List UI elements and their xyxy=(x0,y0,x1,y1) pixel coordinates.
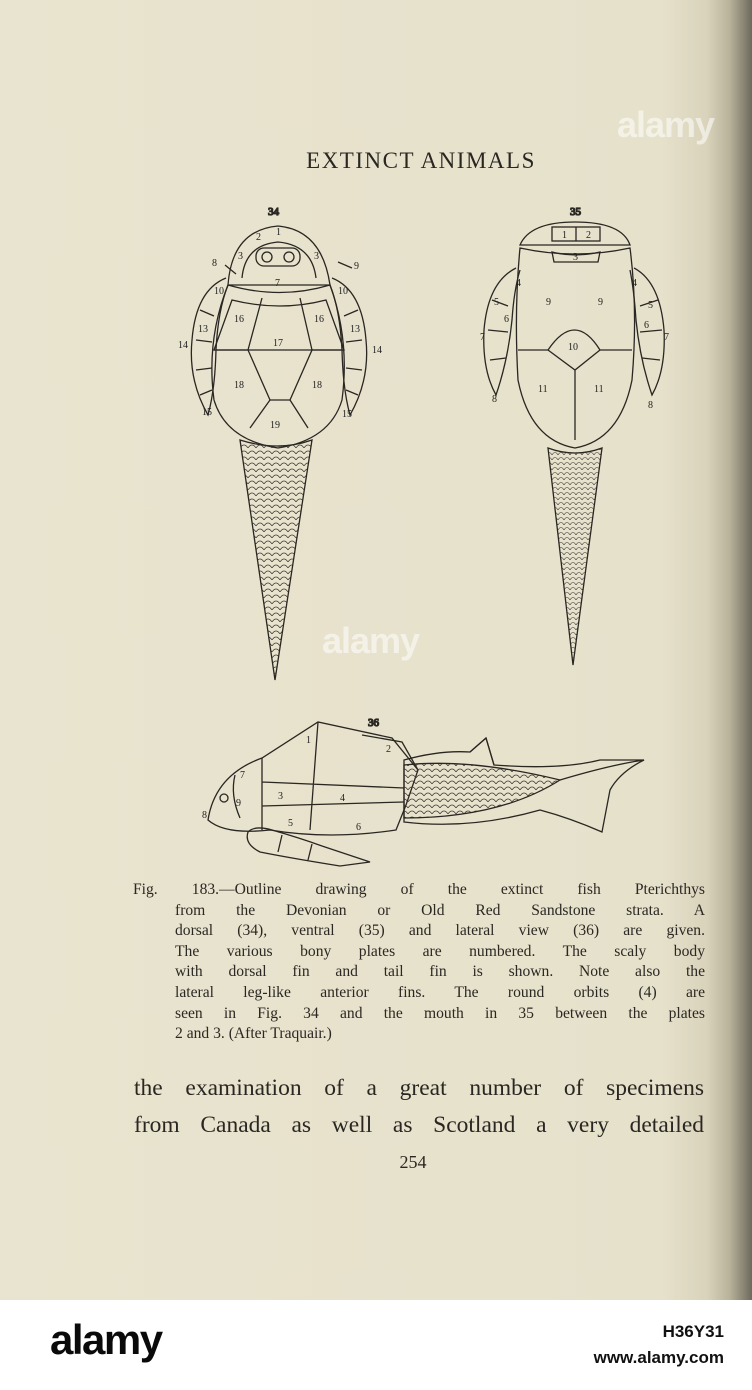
plate-number: 9 xyxy=(598,297,603,308)
body-line: the examination of a great number of specimens xyxy=(134,1075,704,1101)
page-number: 254 xyxy=(399,1152,427,1172)
plate-number: 9 xyxy=(236,798,241,809)
right-pectoral-fin xyxy=(330,278,367,415)
plate-number: 16 xyxy=(234,314,244,325)
plate-number: 6 xyxy=(644,320,649,331)
plate-number: 4 xyxy=(632,278,637,289)
caption-line: dorsal (34), ventral (35) and lateral view (36) are given. xyxy=(175,922,705,940)
caption-line: seen in Fig. 34 and the mouth in 35 between the plates xyxy=(175,1004,705,1022)
plate-number: 6 xyxy=(504,314,509,325)
ventral-left-fin-joints xyxy=(488,300,508,360)
alamy-logo: alamy xyxy=(50,1316,162,1363)
plate-number: 4 xyxy=(340,793,345,804)
caption-line: with dorsal fin and tail fin is shown. Note also the xyxy=(175,963,705,981)
plate-number: 8 xyxy=(212,258,217,269)
plate-number: 3 xyxy=(278,791,283,802)
caption-line: Fig. 183.—Outline drawing of the extinct fish Pterichthys xyxy=(133,881,705,898)
plate-number: 2 xyxy=(256,232,261,243)
plate-number: 17 xyxy=(273,338,283,349)
plate-number: 15 xyxy=(202,407,212,418)
plate-number: 14 xyxy=(372,345,382,356)
tail-upper-line xyxy=(560,760,644,780)
ventral-view-label: 35 xyxy=(570,206,581,218)
footer-url[interactable]: www.alamy.com xyxy=(593,1348,724,1367)
body-text xyxy=(134,1070,704,1144)
watermark-top: alamy xyxy=(617,104,715,145)
plate-number: 7 xyxy=(240,770,245,781)
watermark-middle: alamy xyxy=(322,620,420,661)
plate-number: 1 xyxy=(306,735,311,746)
plate-number: 5 xyxy=(494,297,499,308)
lateral-leg-fin xyxy=(247,828,370,866)
left-orbit xyxy=(262,252,272,262)
plate-number: 19 xyxy=(270,420,280,431)
left-fin-joints xyxy=(196,310,214,395)
running-head: EXTINCT ANIMALS xyxy=(306,148,536,173)
figure-caption xyxy=(133,880,705,1045)
lateral-head-line xyxy=(233,775,240,818)
plate-number: 8 xyxy=(492,394,497,405)
plate-number: 15 xyxy=(342,409,352,420)
plate-number: 16 xyxy=(314,314,324,325)
plate-number: 9 xyxy=(354,261,359,272)
plate-number: 5 xyxy=(288,818,293,829)
lateral-view xyxy=(208,717,644,866)
ventral-plate-11-line xyxy=(548,350,600,440)
plate-number: 5 xyxy=(648,300,653,311)
right-orbit xyxy=(284,252,294,262)
plate-17-outline xyxy=(248,298,312,400)
plate-number: 7 xyxy=(275,278,280,289)
plate-number: 8 xyxy=(202,810,207,821)
lateral-view-label: 36 xyxy=(368,717,379,729)
image-id: H36Y31 xyxy=(662,1322,724,1341)
plate-number: 18 xyxy=(312,380,322,391)
plate-number: 7 xyxy=(664,332,669,343)
plate-number: 14 xyxy=(178,340,188,351)
figure-illustration xyxy=(0,190,752,880)
stock-footer xyxy=(0,1300,752,1390)
plate-number: 1 xyxy=(562,230,567,241)
ventral-tail xyxy=(548,448,602,665)
plate-number: 13 xyxy=(350,324,360,335)
dorsal-view-label: 34 xyxy=(268,206,279,218)
plate-number: 6 xyxy=(356,822,361,833)
caption-line: 2 and 3. (After Traquair.) xyxy=(175,1025,332,1043)
plate-number: 3 xyxy=(238,251,243,262)
caption-line: The various bony plates are numbered. The scaly body xyxy=(175,942,705,960)
plate-number: 1 xyxy=(276,227,281,238)
caption-line: from the Devonian or Old Red Sandstone strata. A xyxy=(175,901,705,919)
ventral-view xyxy=(484,206,665,665)
plate-number: 11 xyxy=(538,384,548,395)
plate-number: 10 xyxy=(338,286,348,297)
plate-number: 9 xyxy=(546,297,551,308)
lateral-scales xyxy=(404,763,560,818)
dorsal-tail xyxy=(240,440,312,680)
plate-number: 13 xyxy=(198,324,208,335)
plate-number: 4 xyxy=(516,278,521,289)
plate-number: 10 xyxy=(214,286,224,297)
plate-number: 7 xyxy=(480,332,485,343)
plate-number: 10 xyxy=(568,342,578,353)
plate-number: 8 xyxy=(648,400,653,411)
plate-number: 3 xyxy=(314,251,319,262)
caption-line: lateral leg-like anterior fins. The round orbits (4) are xyxy=(175,983,705,1001)
figure-183 xyxy=(0,190,752,880)
plate-number: 2 xyxy=(586,230,591,241)
plate-number: 2 xyxy=(386,744,391,755)
plate-number: 3 xyxy=(573,252,578,263)
plate-number: 11 xyxy=(594,384,604,395)
dorsal-fin xyxy=(470,738,494,765)
right-fin-joints xyxy=(344,310,362,395)
body-line: from Canada as well as Scotland a very detailed xyxy=(134,1112,704,1138)
pointer-9 xyxy=(338,262,352,268)
lateral-orbit xyxy=(220,794,228,802)
plate-number: 18 xyxy=(234,380,244,391)
